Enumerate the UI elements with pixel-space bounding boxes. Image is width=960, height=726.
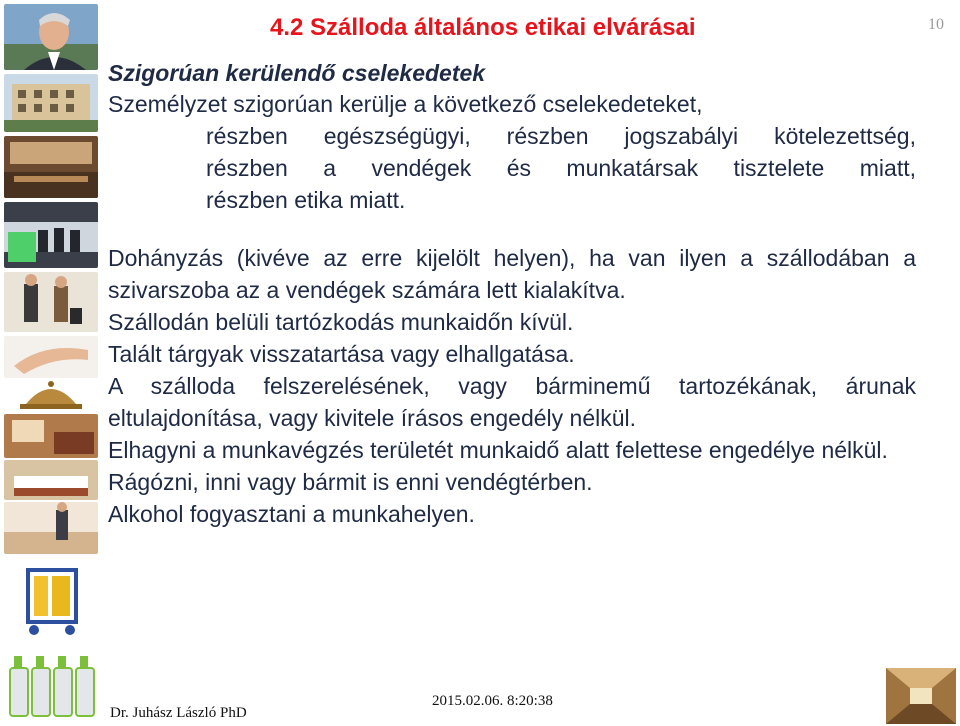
hotel-room-photo — [4, 414, 98, 458]
rule-paragraph: Rágózni, inni vagy bármit is enni vendégtérben. — [108, 469, 593, 495]
hotel-building-photo — [4, 74, 98, 132]
rule-paragraph: Dohányzás (kivéve az erre kijelölt helyen), ha van ilyen a szállodában a szivarszoba az a vendégek számára lett kialakítva. — [108, 245, 916, 303]
intro-indented-line: részben a vendégek és munkatársak tisztelete miatt, — [206, 155, 916, 181]
rule-paragraph: Talált tárgyak visszatartása vagy elhallgatása. — [108, 341, 575, 367]
hotel-corridor-photo — [886, 668, 956, 724]
hand-on-bell-photo — [4, 336, 98, 378]
intro-indented-line: részben egészségügyi, részben jogszabályi kötelezettség, — [206, 123, 916, 149]
rule-paragraph: A szálloda felszerelésének, vagy bárminemű tartozékának, árunak eltulajdonítása, vagy kivitele írásos engedély nélkül. — [108, 373, 916, 431]
intro-indented-line: részben etika miatt. — [206, 187, 406, 213]
footer-author: Dr. Juhász László PhD — [110, 705, 247, 721]
page-number: 10 — [928, 16, 944, 33]
photo-strip — [0, 0, 100, 726]
guests-with-luggage-photo — [4, 272, 98, 332]
lobby-lounge-photo — [4, 202, 98, 268]
rule-paragraph: Alkohol fogyasztani a munkahelyen. — [108, 501, 475, 527]
bed-photo — [4, 460, 98, 500]
slide-title: 4.2 Szálloda általános etikai elvárásai — [270, 14, 696, 41]
reception-desk-photo — [4, 136, 98, 198]
service-bell-photo — [4, 380, 98, 410]
cleaning-cart-photo — [4, 556, 98, 642]
maid-photo — [4, 502, 98, 554]
intro-line: Személyzet szigorúan kerülje a következő cselekedeteket, — [108, 91, 703, 117]
cleaning-products-photo — [4, 650, 98, 722]
footer-date: 2015.02.06. 8:20:38 — [432, 693, 553, 709]
rule-paragraph: Szállodán belüli tartózkodás munkaidőn kívül. — [108, 309, 574, 335]
slide-content — [108, 58, 916, 530]
rule-paragraph: Elhagyni a munkavégzés területét munkaidő alatt felettese engedélye nélkül. — [108, 437, 888, 463]
section-subheading: Szigorúan kerülendő cselekedetek — [108, 60, 486, 86]
portrait-photo — [4, 4, 98, 70]
intro-indented-list — [108, 120, 916, 216]
